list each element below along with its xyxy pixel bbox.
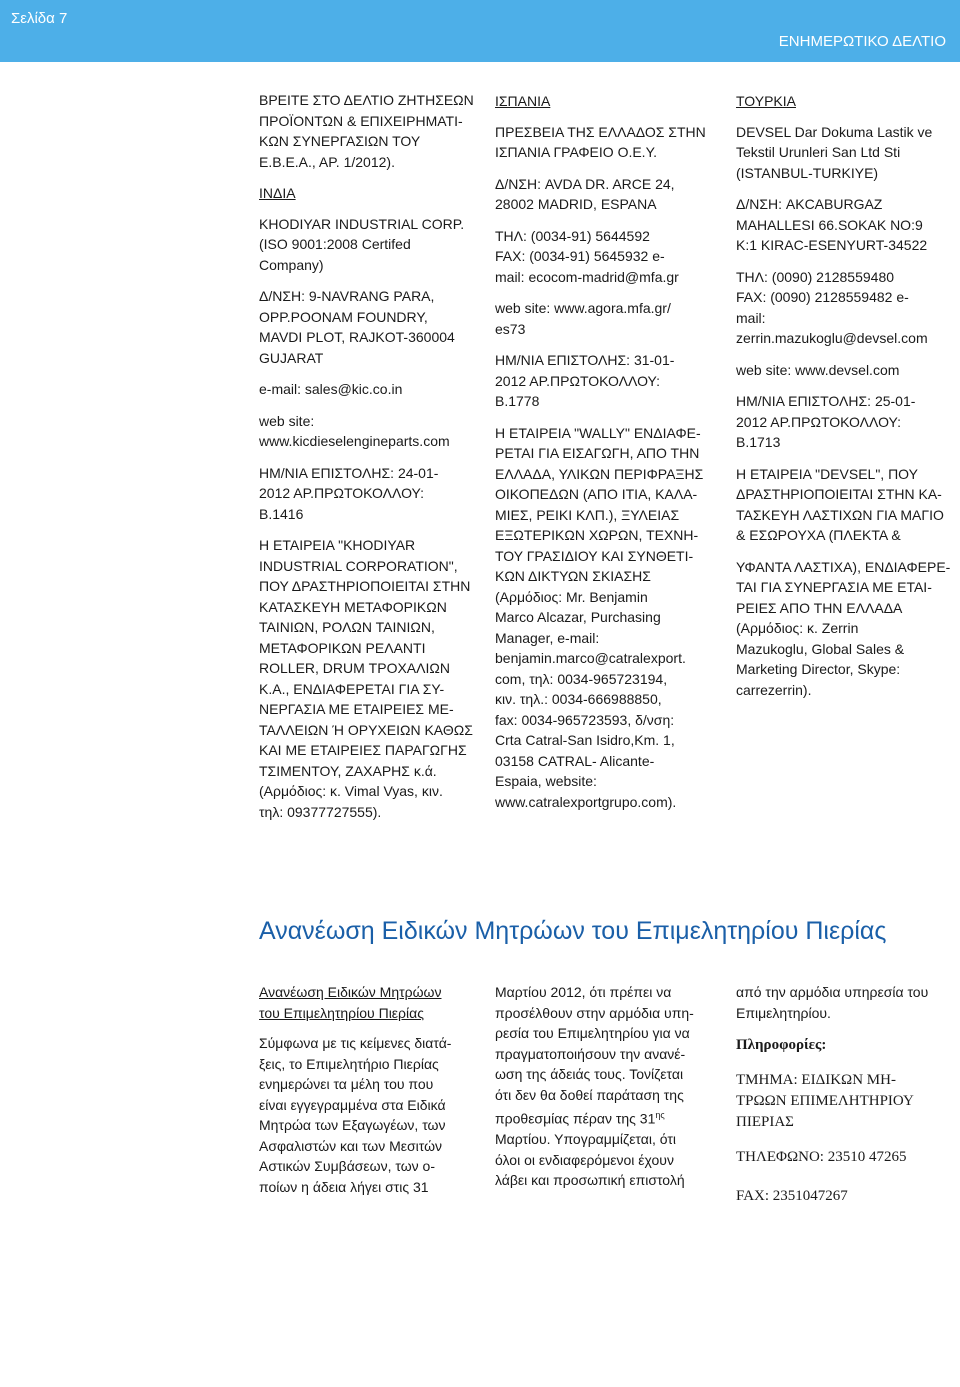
company-description: Η ΕΤΑΙΡΕΙΑ "DEVSEL", ΠΟΥ ΔΡΑΣΤΗΡΙΟΠΟΙΕΙΤΑΙ ΣΤΗΝ ΚΑ- ΤΑΣΚΕΥΗ ΛΑΣΤΙΧΩΝ ΓΙΑ ΜΑΓΙΟ & ΕΣΩΡΟΥΧΑ (ΠΛΕΚΤΑ & [736,465,944,543]
company-website: web site: www.devsel.com [736,361,900,378]
renewal-text-part-b: Μαρτίου. Υπογραμμίζεται, ότι όλοι οι ενδιαφερόμενοι έχουν λάβει και προσωπική επιστολή [495,1131,685,1189]
company-website: web site: www.kicdieselengineparts.com [259,412,450,449]
intro-text: ΒΡΕΙΤΕ ΣΤΟ ΔΕΛΤΙΟ ΖΗΤΗΣΕΩΝ ΠΡΟΪΟΝΤΩΝ & ΕΠΙΧΕΙΡΗΜΑΤΙ- ΚΩΝ ΣΥΝΕΡΓΑΣΙΩΝ ΤΟΥ Ε.Β.Ε.Α., ΑΡ. 1/2012). [259,92,474,170]
company-description: Η ΕΤΑΙΡΕΙΑ "WALLY" ΕΝΔΙΑΦΕ- ΡΕΤΑΙ ΓΙΑ ΕΙΣΑΓΩΓΗ, ΑΠΟ ΤΗΝ ΕΛΛΑΔΑ, ΥΛΙΚΩΝ ΠΕΡΙΦΡΑΞΗΣ ΟΙΚΟΠΕΔΩΝ (ΑΠΟ ΙΤΙΑ, ΚΑΛΑ- ΜΙΕΣ, ΡΕΙΚΙ ΚΛΠ.), ΞΥΛΕΙΑΣ ΕΞΩΤΕΡΙΚΩΝ ΧΩΡΩΝ, ΤΕΧΝΗ- ΤΟΥ ΓΡΑΣΙΔΙΟΥ ΚΑΙ ΣΥΝΘΕΤΙ- ΚΩΝ ΔΙΚΤΥΩΝ ΣΚΙΑΣΗΣ (Αρμόδιος: Mr. Benjamin Marco Alcazar, Purchasing Manager, e-mail: benjamin.marco@catralexport. com, τηλ: 0034-965723194, κιν. τηλ.: 0034-666988850, fax: 0034-965723593, δ/νση: Crta Catral-San Isidro,Km. 1, 03158 CATRAL- Alicante- Espaia, website: www.catralexportgrupo.com). [495,424,704,810]
info-phone: ΤΗΛΕΦΩΝΟ: 23510 47265 [736,1149,907,1165]
embassy-name: ΠΡΕΣΒΕΙΑ ΤΗΣ ΕΛΛΑΔΟΣ ΣΤΗΝ ΙΣΠΑΝΙΑ ΓΡΑΦΕΙΟ Ο.Ε.Υ. [495,123,706,160]
bulletin-title: ΕΝΗΜΕΡΩΤΙΚΟ ΔΕΛΤΙΟ [778,33,946,50]
renewal-column-1 [259,982,484,1207]
company-name: KHODIYAR INDUSTRIAL CORP. (ISO 9001:2008 Certifed Company) [259,215,465,273]
company-email: e-mail: sales@kic.co.in [259,381,403,397]
renewal-text: Σύμφωνα με τις κείμενες διατά- ξεις, το Επιμελητήριο Πιερίας ενημερώνει τα μέλη του που είναι εγγεγραμμένα στα Ειδικά Μητρώα των Εξαγωγέων, των Ασφαλιστών και των Μεσιτών Αστικών Συμβάσεων, των ο- ποίων η άδεια λήγει στις 31 [259,1035,452,1195]
country-heading-india: ΙΝΔΙΑ [259,185,296,201]
embassy-address: Δ/ΝΣΗ: AVDA DR. ARCE 24, 28002 MADRID, ESPANA [495,175,675,212]
renewal-column-3 [736,982,958,1217]
page-header [0,0,960,62]
column-turkey [736,91,958,711]
embassy-website: web site: www.agora.mfa.gr/ es73 [495,300,671,337]
company-description: Η ΕΤΑΙΡΕΙΑ "KHODIYAR INDUSTRIAL CORPORATION", ΠΟΥ ΔΡΑΣΤΗΡΙΟΠΟΙΕΙΤΑΙ ΣΤΗΝ ΚΑΤΑΣΚΕΥΗ ΜΕΤΑΦΟΡΙΚΩΝ ΤΑΙΝΙΩΝ, ΡΟΛΩΝ ΤΑΙΝΙΩΝ, ΜΕΤΑΦΟΡΙΚΩΝ ΡΕΛΑΝΤΙ ROLLER, DRUM ΤΡΟΧΑΛΙΩΝ Κ.Α., ΕΝΔΙΑΦΕΡΕΤΑΙ ΓΙΑ ΣΥ- ΝΕΡΓΑΣΙΑ ΜΕ ΕΤΑΙΡΕΙΕΣ ΜΕ- ΤΑΛΛΕΙΩΝ Ή ΟΡΥΧΕΙΩΝ ΚΑΘΩΣ ΚΑΙ ΜΕ ΕΤΑΙΡΕΙΕΣ ΠΑΡΑΓΩΓΗΣ ΤΣΙΜΕΝΤΟΥ, ΖΑΧΑΡΗΣ κ.ά. (Αρμόδιος: κ. Vimal Vyas, κιν. τηλ: 09377727555). [259,537,473,820]
renewal-heading: Ανανέωση Ειδικών Μητρώων του Επιμελητηρίου Πιερίας [259,984,442,1021]
country-heading-turkey: ΤΟΥΡΚΙΑ [736,93,796,109]
company-address: Δ/ΝΣΗ: 9-NAVRANG PARA, OPP.POONAM FOUNDRY, MAVDI PLOT, RAJKOT-360004 GUJARAT [259,288,455,366]
company-name: DEVSEL Dar Dokuma Lastik ve Tekstil Urunleri San Ltd Sti (ISTANBUL-TURKIYE) [736,123,933,181]
country-heading-spain: ΙΣΠΑΝΙΑ [495,93,551,109]
column-spain [495,91,717,823]
renewal-text-continued [495,982,717,1191]
company-address: Δ/ΝΣΗ: AKCABURGAZ MAHALLESI 66.SOKAK NO:9 K:1 KIRAC-ESENYURT-34522 [736,196,928,253]
renewal-text-part-a: Μαρτίου 2012, ότι πρέπει να προσέλθουν στην αρμόδια υπη- ρεσία του Επιμελητηρίου για να πραγματοποιήσουν την ανανέ- ωση της άδειάς τους. Τονίζεται ότι δεν θα δοθεί παράταση της προθεσμίας πέραν της 31 [495,984,694,1127]
company-description-continued: ΥΦΑΝΤΑ ΛΑΣΤΙΧΑ), ΕΝΔΙΑΦΕΡΕ- ΤΑΙ ΓΙΑ ΣΥΝΕΡΓΑΣΙΑ ΜΕ ΕΤΑΙ- ΡΕΙΕΣ ΑΠΟ ΤΗΝ ΕΛΛΑΔΑ (Αρμόδιος: κ. Zerrin Mazukoglu, Global Sales & Marketing Director, Skype: carrezerrin). [736,558,951,698]
letter-reference: ΗΜ/ΝΙΑ ΕΠΙΣΤΟΛΗΣ: 25-01- 2012 ΑΡ.ΠΡΩΤΟΚΟΛΛΟΥ: Β.1713 [736,393,916,450]
renewal-column-2 [495,982,717,1201]
column-india [259,90,484,833]
renewal-text-end: από την αρμόδια υπηρεσία του Επιμελητηρίου. [736,984,929,1021]
company-contact: ΤΗΛ: (0090) 2128559480 FAX: (0090) 2128559482 e- mail: zerrin.mazukoglu@devsel.com [736,268,928,346]
info-heading: Πληροφορίες: [736,1037,827,1053]
page-number: Σελίδα 7 [11,10,68,27]
info-department: ΤΜΗΜΑ: ΕΙΔΙΚΩΝ ΜΗ- ΤΡΩΩΝ ΕΠΙΜΕΛΗΤΗΡΙΟΥ ΠΙΕΡΙΑΣ [736,1072,914,1130]
embassy-contact: ΤΗΛ: (0034-91) 5644592 FAX: (0034-91) 5645932 e- mail: ecocom-madrid@mfa.gr [495,227,679,285]
section-title: Ανανέωση Ειδικών Μητρώων του Επιμελητηρίου Πιερίας [259,917,887,945]
letter-reference: ΗΜ/ΝΙΑ ΕΠΙΣΤΟΛΗΣ: 24-01- 2012 ΑΡ.ΠΡΩΤΟΚΟΛΛΟΥ: Β.1416 [259,464,439,522]
ordinal-superscript: ης [655,1110,665,1120]
info-fax: FAX: 2351047267 [736,1188,848,1204]
letter-reference: ΗΜ/ΝΙΑ ΕΠΙΣΤΟΛΗΣ: 31-01- 2012 ΑΡ.ΠΡΩΤΟΚΟΛΛΟΥ: Β.1778 [495,352,675,409]
